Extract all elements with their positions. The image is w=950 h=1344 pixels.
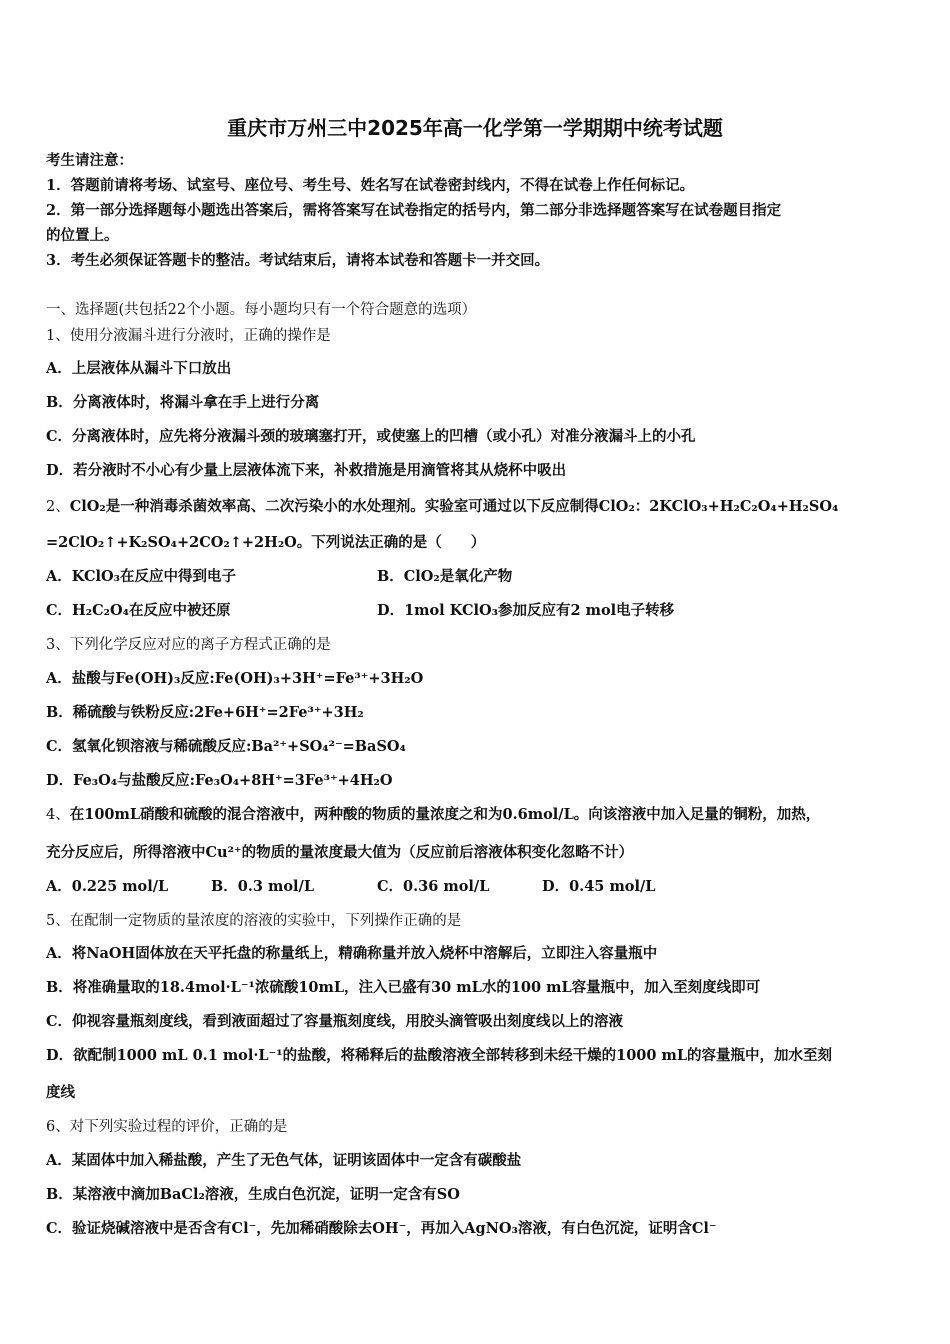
q2-stem-text: ClO₂是一种消毒杀菌效率高、二次污染小的水处理剂。实验室可通过以下反应制得ClO₂：2KClO₃+H₂C₂O₄+H₂SO₄ bbox=[69, 498, 839, 515]
q3-option-b: B．稀硫酸与铁粉反应:2Fe+6H⁺=2Fe³⁺+3H₂ bbox=[46, 704, 364, 721]
q1-stem: 1、使用分液漏斗进行分液时，正确的操作是 bbox=[46, 328, 331, 344]
q6-option-b: B．某溶液中滴加BaCl₂溶液，生成白色沉淀，证明一定含有SO bbox=[46, 1186, 460, 1203]
notice-item-3: 3．考生必须保证答题卡的整洁。考试结束后，请将本试卷和答题卡一并交回。 bbox=[46, 252, 550, 269]
q1-option-d: D．若分液时不小心有少量上层液体流下来，补救措施是用滴管将其从烧杯中吸出 bbox=[46, 462, 567, 479]
q5-option-c: C．仰视容量瓶刻度线，看到液面超过了容量瓶刻度线，用胶头滴管吸出刻度线以上的溶液 bbox=[46, 1013, 624, 1030]
q3-option-a: A．盐酸与Fe(OH)₃反应:Fe(OH)₃+3H⁺=Fe³⁺+3H₂O bbox=[46, 670, 424, 687]
q6-option-c: C．验证烧碱溶液中是否含有Cl⁻，先加稀硝酸除去OH⁻，再加入AgNO₃溶液，有白色沉淀，证明含Cl⁻ bbox=[46, 1220, 717, 1237]
q1-option-a: A．上层液体从漏斗下口放出 bbox=[46, 360, 232, 377]
notice-item-1: 1．答题前请将考场、试室号、座位号、考生号、姓名写在试卷密封线内，不得在试卷上作任何标记。 bbox=[46, 177, 695, 194]
q5-stem: 5、在配制一定物质的量浓度的溶液的实验中，下列操作正确的是 bbox=[46, 913, 462, 929]
q3-option-d: D．Fe₃O₄与盐酸反应:Fe₃O₄+8H⁺=3Fe³⁺+4H₂O bbox=[46, 772, 393, 789]
q3-option-c: C．氢氧化钡溶液与稀硫酸反应:Ba²⁺+SO₄²⁻=BaSO₄ bbox=[46, 738, 406, 755]
page-title: 重庆市万州三中2025年高一化学第一学期期中统考试题 bbox=[227, 116, 723, 140]
q4-option-a: A．0.225 mol/L bbox=[46, 878, 169, 895]
notice-item-2-cont: 的位置上。 bbox=[46, 227, 119, 244]
q6-option-a: A．某固体中加入稀盐酸，产生了无色气体，证明该固体中一定含有碳酸盐 bbox=[46, 1152, 522, 1169]
q4-stem-line2: 充分反应后，所得溶液中Cu²⁺的物质的量浓度最大值为（反应前后溶液体积变化忽略不计） bbox=[46, 844, 634, 861]
q5-option-a: A．将NaOH固体放在天平托盘的称量纸上，精确称量并放入烧杯中溶解后，立即注入容量瓶中 bbox=[46, 945, 658, 962]
q4-stem-text: 在100mL硝酸和硫酸的混合溶液中，两种酸的物质的量浓度之和为0.6mol/L。向该溶液中加入足量的铜粉，加热， bbox=[69, 806, 821, 823]
section-heading: 一、选择题(共包括22个小题。每小题均只有一个符合题意的选项） bbox=[46, 302, 477, 318]
q4-stem-line1 bbox=[46, 804, 820, 826]
q5-option-d-line1: D．欲配制1000 mL 0.1 mol·L⁻¹的盐酸，将稀释后的盐酸溶液全部转移到未经干燥的1000 mL的容量瓶中，加水至刻 bbox=[46, 1047, 833, 1064]
q4-option-d: D．0.45 mol/L bbox=[542, 878, 656, 895]
q4-option-c: C．0.36 mol/L bbox=[377, 878, 490, 895]
q4-number: 4、 bbox=[46, 807, 70, 823]
q2-number: 2、 bbox=[46, 499, 70, 515]
notice-heading: 考生请注意： bbox=[46, 152, 133, 169]
notice-item-2: 2．第一部分选择题每小题选出答案后，需将答案写在试卷指定的括号内，第二部分非选择题答案写在试卷题目指定 bbox=[46, 202, 782, 219]
q2-option-d: D．1mol KClO₃参加反应有2 mol电子转移 bbox=[377, 602, 675, 619]
q2-stem-line2: =2ClO₂↑+K₂SO₄+2CO₂↑+2H₂O。下列说法正确的是（ ） bbox=[46, 534, 486, 551]
q2-option-a: A．KClO₃在反应中得到电子 bbox=[46, 568, 236, 585]
q1-option-c: C．分离液体时，应先将分液漏斗颈的玻璃塞打开，或使塞上的凹槽（或小孔）对准分液漏斗上的小孔 bbox=[46, 428, 696, 445]
q5-option-d-line2: 度线 bbox=[46, 1084, 75, 1101]
q3-stem: 3、下列化学反应对应的离子方程式正确的是 bbox=[46, 637, 331, 653]
q1-option-b: B．分离液体时，将漏斗拿在手上进行分离 bbox=[46, 394, 320, 411]
q4-option-b: B．0.3 mol/L bbox=[211, 878, 315, 895]
q2-option-b: B．ClO₂是氧化产物 bbox=[377, 568, 513, 585]
q2-option-c: C．H₂C₂O₄在反应中被还原 bbox=[46, 602, 231, 619]
q6-stem: 6、对下列实验过程的评价，正确的是 bbox=[46, 1119, 288, 1135]
q2-stem-line1 bbox=[46, 496, 838, 518]
q5-option-b: B．将准确量取的18.4mol·L⁻¹浓硫酸10mL，注入已盛有30 mL水的100 mL容量瓶中，加入至刻度线即可 bbox=[46, 979, 761, 996]
